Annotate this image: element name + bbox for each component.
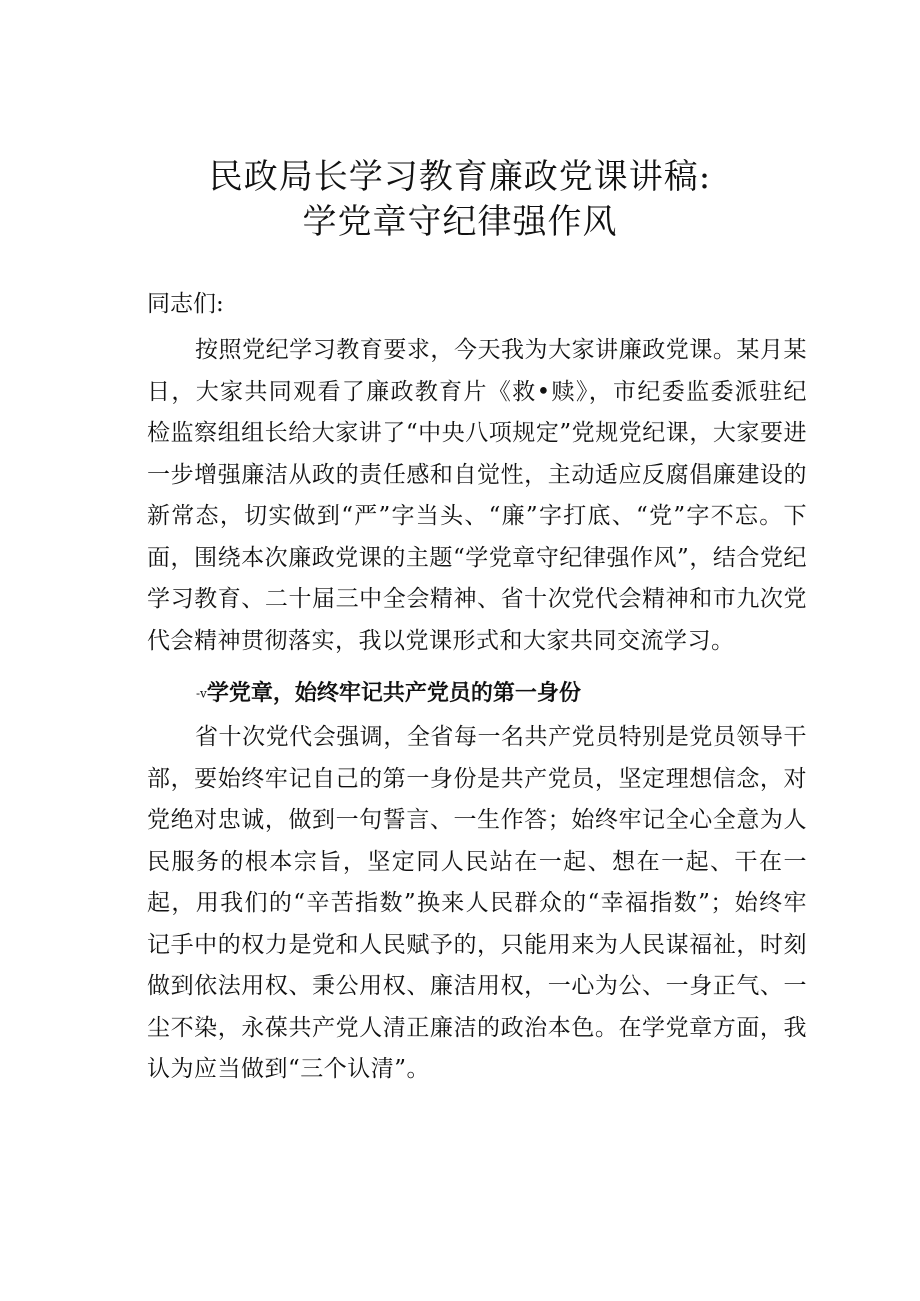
section-heading-text: 学党章，始终牢记共产党员的第一身份 [206, 681, 581, 706]
section-heading [196, 673, 581, 715]
document-title-line-1: 民政局长学习教育廉政党课讲稿: [208, 157, 712, 197]
document-title-line-2: 学党章守纪律强作风 [302, 202, 618, 242]
section-marker: -v [196, 686, 207, 701]
paragraph-section-1: 省十次党代会强调，全省每一名共产党员特别是党员领导干部，要始终牢记自己的第一身份是共产党员，坚定理想信念，对党绝对忠诚，做到一句誓言、一生作答；始终牢记全心全意为人民服务的根本宗旨，坚定同人民站在一起、想在一起、干在一起，用我们的“辛苦指数”换来人民群众的“幸福指数”；始终牢记手中的权力是党和人民赋予的，只能用来为人民谋福祉，时刻做到依法用权、秉公用权、廉洁用权，一心为公、一身正气、一尘不染，永葆共产党人清正廉洁的政治本色。在学党章方面，我认为应当做到“三个认清”。 [147, 724, 807, 1082]
paragraph-intro: 按照党纪学习教育要求，今天我为大家讲廉政党课。某月某日，大家共同观看了廉政教育片《救•赎》，市纪委监委派驻纪检监察组组长给大家讲了“中央八项规定”党规党纪课，大家要进一步增强廉洁从政的责任感和自觉性，主动适应反腐倡廉建设的新常态，切实做到“严”字当头、“廉”字打底、“党”字不忘。下面，围绕本次廉政党课的主题“学党章守纪律强作风”，结合党纪学习教育、二十届三中全会精神、省十次党代会精神和市九次党代会精神贯彻落实，我以党课形式和大家共同交流学习。 [147, 337, 807, 654]
salutation: 同志们: [147, 291, 224, 317]
